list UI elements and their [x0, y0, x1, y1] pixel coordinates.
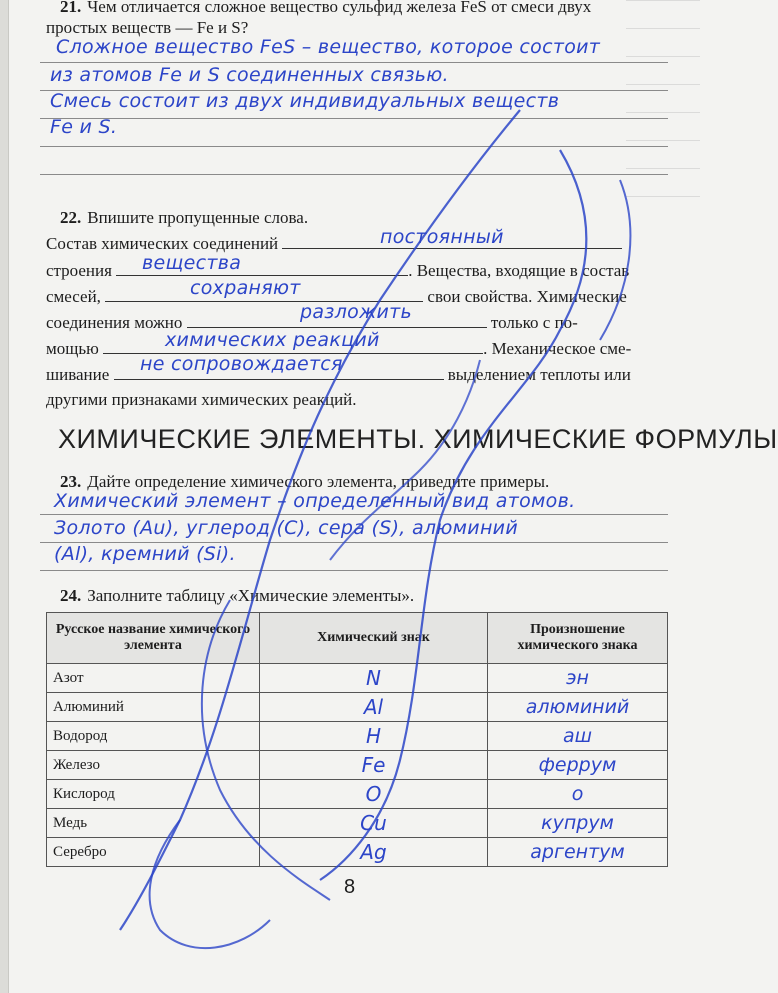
print-text: строения	[46, 261, 112, 280]
element-pronunciation: аргентум	[488, 838, 668, 867]
print-text: мощью	[46, 339, 99, 358]
question-number: 21.	[60, 0, 82, 16]
fill-line-1	[46, 232, 622, 255]
element-symbol: Cu	[260, 809, 488, 838]
answer-line	[40, 514, 668, 515]
answer-line	[40, 118, 668, 119]
question-number: 24.	[60, 586, 82, 605]
question-text: Чем отличается сложное вещество сульфид железа FeS от смеси двух	[87, 0, 592, 16]
show-through-table	[626, 0, 700, 560]
handwritten-answer: Смесь состоит из двух индивидуальных веществ	[50, 90, 560, 112]
element-pronunciation: купрум	[488, 809, 668, 838]
answer-line	[40, 570, 668, 571]
question-24	[60, 585, 414, 607]
handwritten-fill: разложить	[300, 301, 413, 323]
question-text: Дайте определение химического элемента, приведите примеры.	[87, 472, 550, 491]
element-symbol: O	[260, 780, 488, 809]
fill-line-7: другими признаками химических реакций.	[46, 390, 357, 409]
print-text: шивание	[46, 365, 110, 384]
print-text: Состав химических соединений	[46, 234, 279, 253]
handwritten-answer: Fe и S.	[50, 116, 118, 138]
handwritten-fill: не сопровождается	[140, 353, 343, 375]
element-pronunciation: алюминий	[488, 693, 668, 722]
table-row	[47, 780, 668, 809]
print-text: только с по-	[490, 313, 578, 332]
handwritten-fill: сохраняют	[190, 277, 301, 299]
element-name: Медь	[47, 809, 260, 838]
table-row	[47, 722, 668, 751]
page-number: 8	[344, 876, 356, 898]
print-text: . Вещества, входящие в состав	[408, 261, 630, 280]
question-number: 23.	[60, 472, 82, 491]
element-pronunciation: о	[488, 780, 668, 809]
element-pronunciation: феррум	[488, 751, 668, 780]
question-21-line2: простых веществ — Fe и S?	[46, 18, 249, 37]
answer-line	[40, 146, 668, 147]
table-row	[47, 664, 668, 693]
question-22	[60, 207, 308, 229]
element-name: Кислород	[47, 780, 260, 809]
element-symbol: Fe	[260, 751, 488, 780]
table-row	[47, 693, 668, 722]
element-name: Железо	[47, 751, 260, 780]
question-text: Впишите пропущенные слова.	[87, 208, 309, 227]
header-pronunciation: Произношение химического знака	[488, 613, 668, 664]
page-binding-edge	[0, 0, 9, 993]
table-row	[47, 809, 668, 838]
handwritten-answer: Химический элемент – определенный вид атомов.	[54, 490, 576, 512]
handwritten-fill: постоянный	[380, 226, 504, 248]
element-name: Серебро	[47, 838, 260, 867]
answer-line	[40, 62, 668, 63]
print-text: соединения можно	[46, 313, 183, 332]
handwritten-answer: из атомов Fe и S соединенных связью.	[50, 64, 449, 86]
handwritten-answer: Сложное вещество FeS – вещество, которое состоит	[56, 36, 601, 58]
print-text: выделением теплоты или	[447, 365, 631, 384]
answer-line	[40, 174, 668, 175]
element-pronunciation: эн	[488, 664, 668, 693]
question-text: Заполните таблицу «Химические элементы».	[87, 586, 415, 605]
table-row	[47, 751, 668, 780]
header-russian-name: Русское название химического элемента	[47, 613, 260, 664]
table-row	[47, 838, 668, 867]
element-symbol: N	[260, 664, 488, 693]
handwritten-fill: химических реакций	[165, 329, 380, 351]
header-symbol: Химический знак	[260, 613, 488, 664]
handwritten-answer: Золото (Au), углерод (C), сера (S), алюминий	[54, 517, 518, 539]
fill-line-2	[46, 259, 629, 282]
element-name: Азот	[47, 664, 260, 693]
element-symbol: Ag	[260, 838, 488, 867]
element-name: Алюминий	[47, 693, 260, 722]
question-number: 22.	[60, 208, 82, 227]
print-text: . Механическое сме-	[483, 339, 632, 358]
element-symbol: Al	[260, 693, 488, 722]
table-header-row	[47, 613, 668, 664]
section-title: ХИМИЧЕСКИЕ ЭЛЕМЕНТЫ. ХИМИЧЕСКИЕ ФОРМУЛЫ	[58, 424, 778, 454]
print-text: свои свойства. Химические	[427, 287, 627, 306]
element-symbol: H	[260, 722, 488, 751]
element-pronunciation: аш	[488, 722, 668, 751]
print-text: смесей,	[46, 287, 101, 306]
handwritten-answer: (Al), кремний (Si).	[54, 543, 236, 565]
element-name: Водород	[47, 722, 260, 751]
handwritten-fill: вещества	[142, 252, 242, 274]
elements-table	[46, 612, 668, 867]
question-21	[60, 0, 591, 18]
